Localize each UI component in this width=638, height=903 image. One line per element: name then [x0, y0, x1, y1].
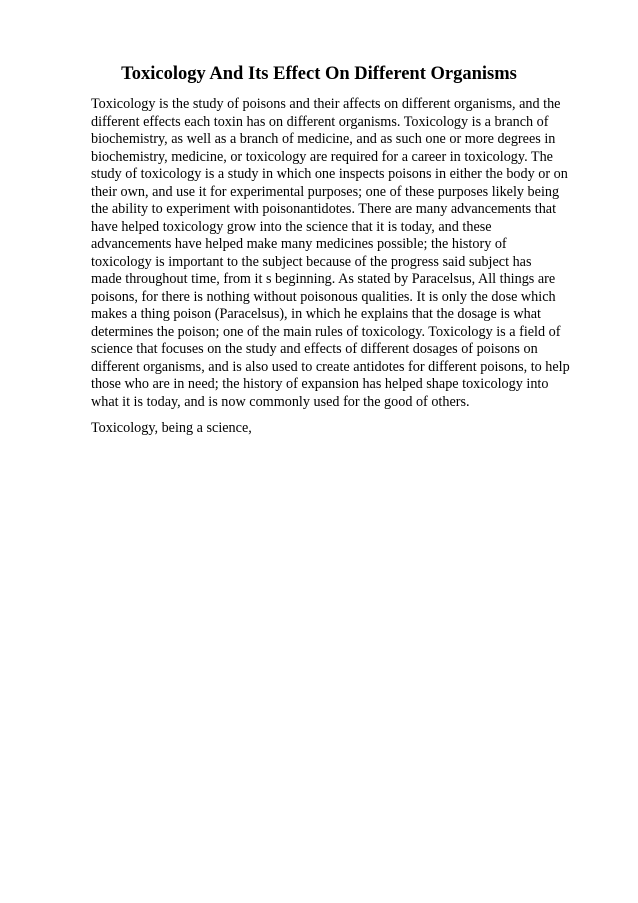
text-line: toxicology is important to the subject because of the progress said subject has	[91, 253, 532, 270]
text-line: different organisms, and is also used to create antidotes for different poisons, to help	[91, 358, 570, 375]
text-line: made throughout time, from it s beginning. As stated by Paracelsus, All things are	[91, 271, 556, 287]
text-line: biochemistry, medicine, or toxicology are required for a career in toxicology. The	[91, 148, 553, 165]
document-title: Toxicology And Its Effect On Different Organisms	[121, 64, 517, 84]
paragraph-spacer	[91, 411, 611, 420]
text-line: Toxicology is the study of poisons and their affects on different organisms, and the	[91, 96, 561, 112]
text-line: determines the poison; one of the main rules of toxicology. Toxicology is a field of	[91, 323, 561, 340]
paragraph-2	[91, 420, 611, 438]
text-line: poisons, for there is nothing without poisonous qualities. It is only the dose which	[91, 288, 556, 305]
text-line: those who are in need; the history of expansion has helped shape toxicology into	[91, 376, 549, 392]
paragraph-1	[91, 96, 611, 411]
text-line: the ability to experiment with poisonantidotes. There are many advancements that	[91, 201, 557, 217]
text-line: what it is today, and is now commonly used for the good of others.	[91, 393, 470, 410]
text-line: advancements have helped make many medicines possible; the history of	[91, 236, 507, 252]
text-line: different effects each toxin has on different organisms. Toxicology is a branch of	[91, 113, 549, 130]
text-line: biochemistry, as well as a branch of medicine, and as such one or more degrees in	[91, 131, 556, 147]
document-body	[91, 96, 611, 438]
text-line: Toxicology, being a science,	[91, 420, 252, 436]
text-line: study of toxicology is a study in which one inspects poisons in either the body or on	[91, 166, 568, 182]
text-line: their own, and use it for experimental purposes; one of these purposes likely being	[91, 183, 560, 200]
text-line: makes a thing poison (Paracelsus), in which he explains that the dosage is what	[91, 306, 541, 322]
text-line: have helped toxicology grow into the science that it is today, and these	[91, 218, 492, 235]
text-line: science that focuses on the study and effects of different dosages of poisons on	[91, 341, 538, 357]
